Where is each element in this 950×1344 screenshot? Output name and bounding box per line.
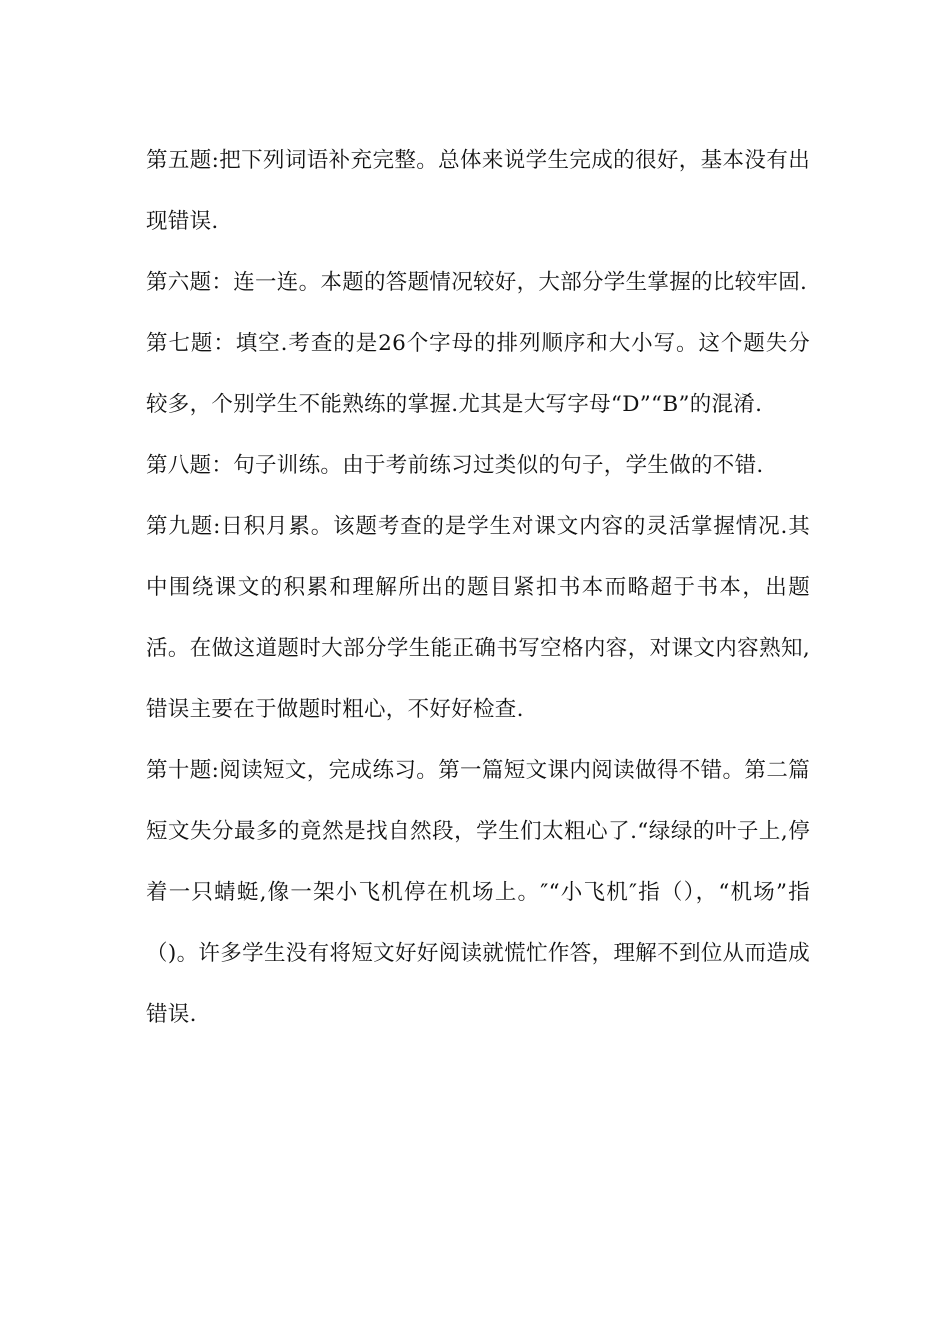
paragraph-question-6: 第六题：连一连。本题的答题情况较好，大部分学生掌握的比较牢固. — [146, 270, 808, 295]
paragraph-question-7: 第七题：填空.考查的是26个字母的排列顺序和大小写。这个题失分较多，个别学生不能熟练的掌握.尤其是大写字母“D”“B”的混淆. — [146, 331, 810, 417]
paragraph-question-10: 第十题:阅读短文，完成练习。第一篇短文课内阅读做得不错。第二篇短文失分最多的竟然是找自然段，学生们太粗心了.“绿绿的叶子上,停着一只蜻蜓,像一架小飞机停在机场上。″“小飞机″指（），“机场”指（)。许多学生没有将短文好好阅读就慌忙作答，理解不到位从而造成错误. — [146, 758, 810, 1027]
paragraph-question-5: 第五题:把下列词语补充完整。总体来说学生完成的很好，基本没有出现错误. — [146, 148, 810, 234]
document-body — [146, 130, 810, 1045]
paragraph-question-9: 第九题:日积月累。该题考查的是学生对课文内容的灵活掌握情况.其中围绕课文的积累和理解所出的题目紧扣书本而略超于书本，出题活。在做这道题时大部分学生能正确书写空格内容，对课文内容熟知,错误主要在于做题时粗心，不好好检查. — [146, 514, 810, 722]
paragraph-question-8: 第八题：句子训练。由于考前练习过类似的句子，学生做的不错. — [146, 453, 764, 478]
